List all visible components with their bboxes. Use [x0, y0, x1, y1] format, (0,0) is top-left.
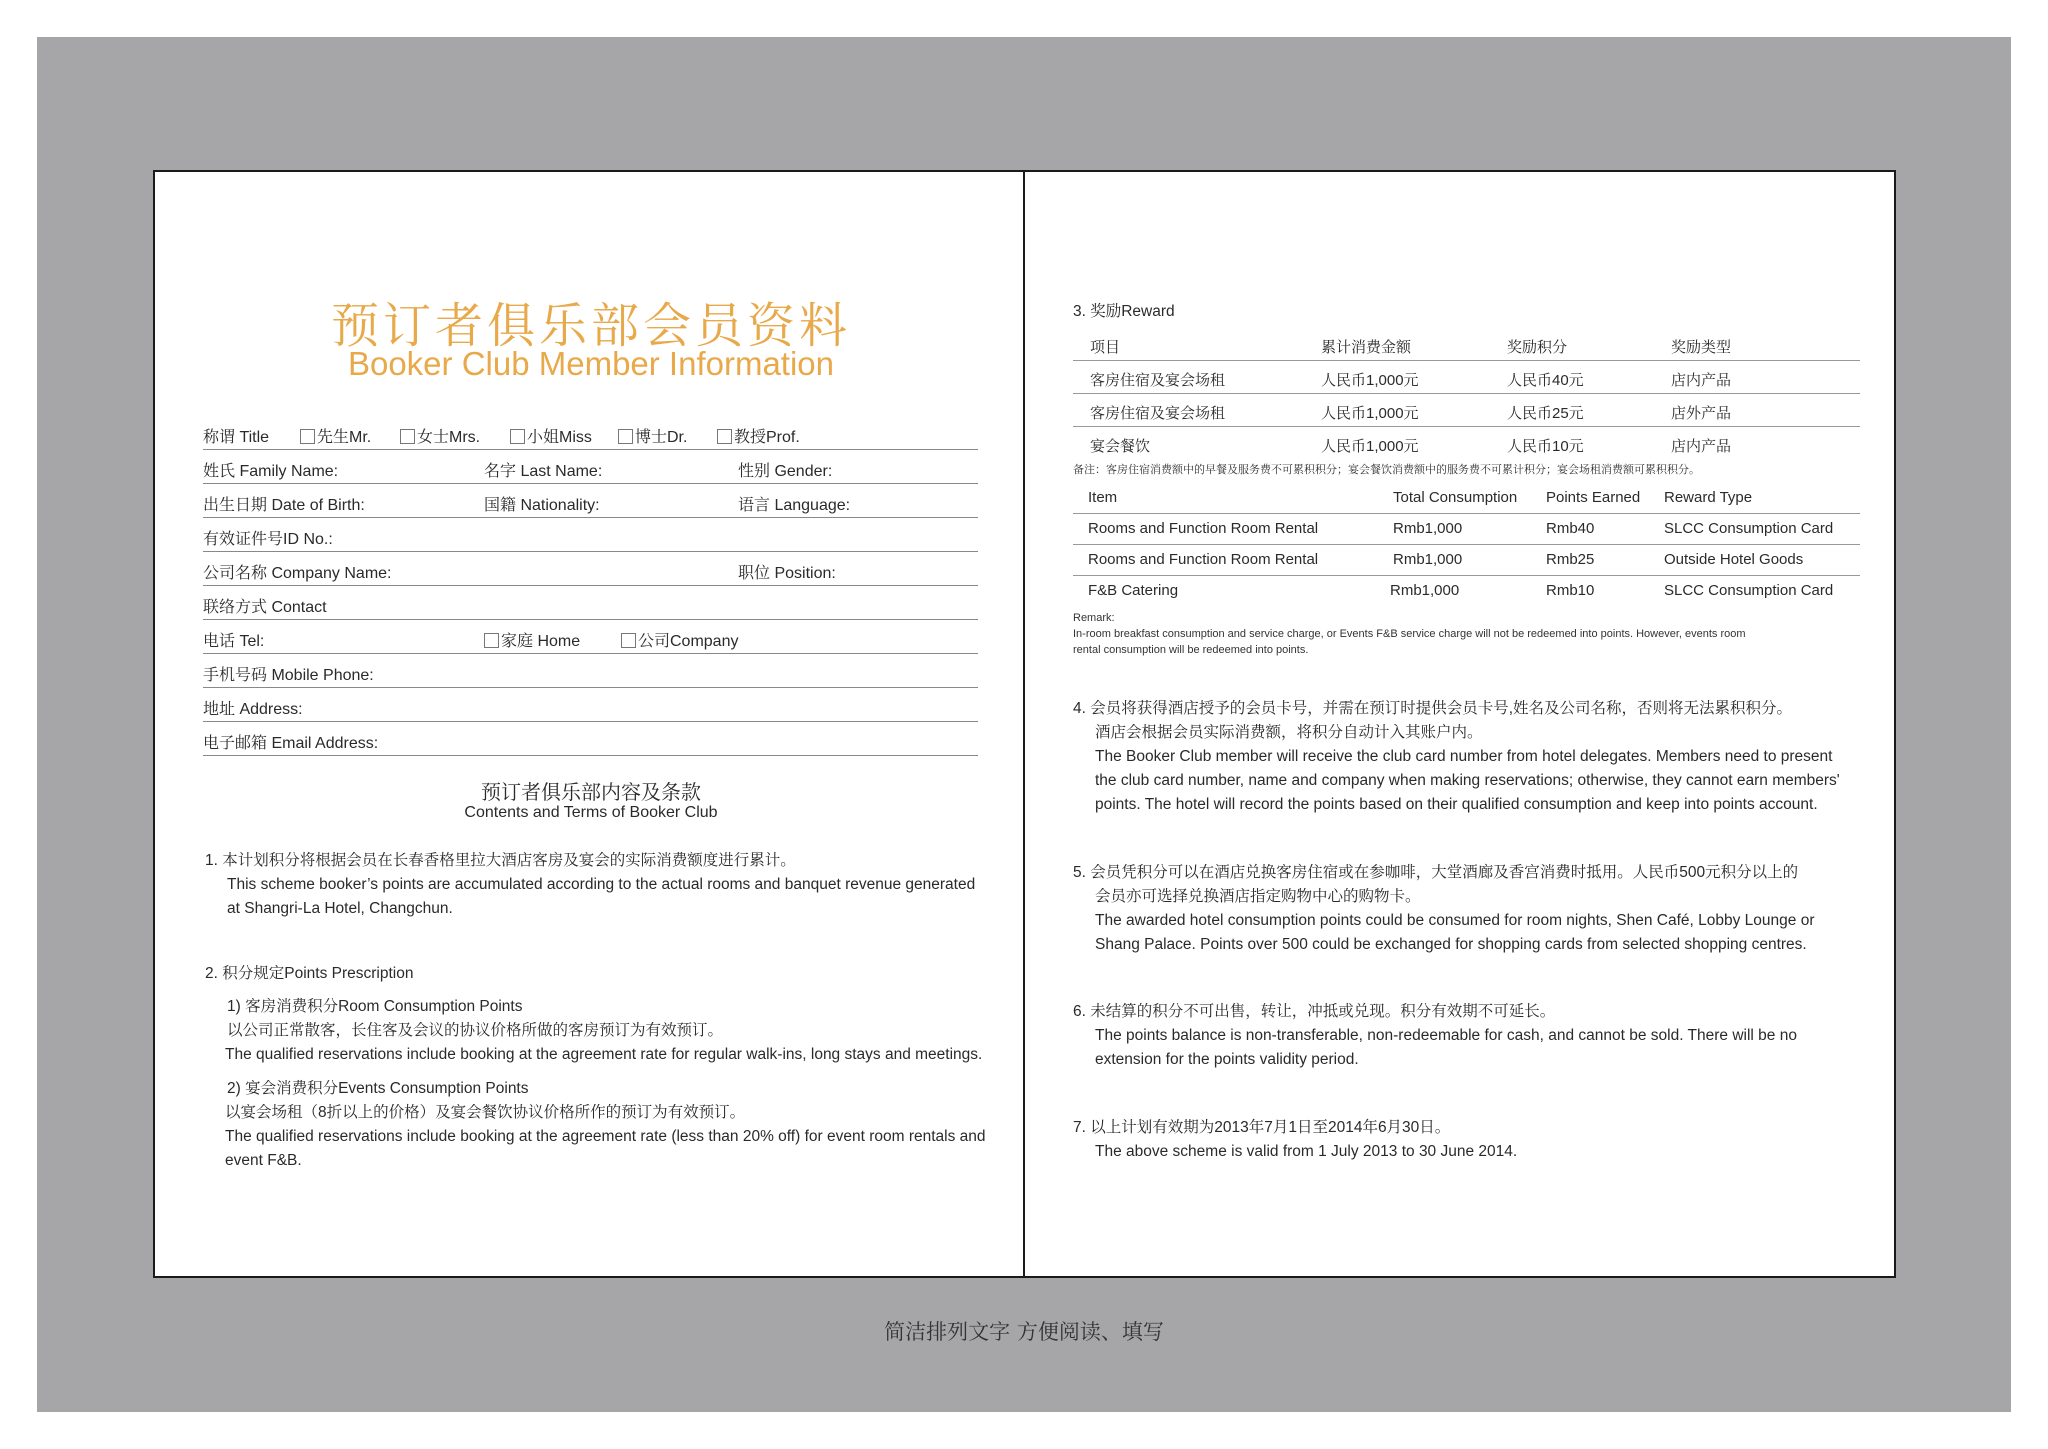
table-row: [1073, 575, 1860, 606]
form-row-birth[interactable]: [203, 485, 978, 518]
term-1-cn: 1. 本计划积分将根据会员在长春香格里拉大酒店客房及宴会的实际消费额度进行累计。: [205, 852, 796, 869]
field-email: 电子邮箱 Email Address:: [203, 735, 379, 752]
title-chinese: 预订者俱乐部会员资料: [330, 298, 851, 354]
cell: F&B Catering: [1088, 582, 1179, 599]
option-label: 家庭 Home: [501, 633, 581, 650]
cell: 店内产品: [1671, 372, 1732, 389]
option-mr[interactable]: [300, 424, 371, 447]
cell: SLCC Consumption Card: [1664, 582, 1834, 599]
cn-header-item: 项目: [1090, 339, 1121, 356]
cn-header-type: 奖励类型: [1671, 339, 1732, 356]
field-family-name: 姓氏 Family Name:: [203, 463, 339, 480]
cn-table-header: [1073, 327, 1860, 360]
cell: 人民币25元: [1507, 405, 1584, 422]
checkbox-prof[interactable]: [717, 429, 732, 444]
term-2-2-en-line2: event F&B.: [225, 1152, 302, 1169]
en-header-type: Reward Type: [1664, 489, 1753, 506]
option-label: 先生Mr.: [317, 429, 372, 446]
term-2-2-cn: 以宴会场租（8折以上的价格）及宴会餐饮协议价格所作的预订为有效预订。: [225, 1104, 746, 1121]
term-6-en-line2: extension for the points validity period.: [1095, 1051, 1359, 1068]
term-4-en-line3: points. The hotel will record the points based on their qualified consumption and keep into points account.: [1095, 796, 1818, 813]
cell: 店内产品: [1671, 438, 1732, 455]
field-last-name: 名字 Last Name:: [484, 463, 603, 480]
cell: 人民币10元: [1507, 438, 1584, 455]
term-7-en: The above scheme is valid from 1 July 2013 to 30 June 2014.: [1095, 1143, 1518, 1160]
cell: 店外产品: [1671, 405, 1732, 422]
cell: Rmb40: [1546, 520, 1595, 537]
field-position: 职位 Position:: [738, 565, 836, 582]
table-row: [1073, 360, 1860, 393]
cell: Rmb1,000: [1393, 520, 1463, 537]
en-header-item: Item: [1088, 489, 1118, 506]
option-prof[interactable]: [717, 424, 800, 447]
cell: Rooms and Function Room Rental: [1088, 520, 1319, 537]
field-company: 公司名称 Company Name:: [203, 565, 392, 582]
cn-header-total: 累计消费金额: [1321, 339, 1412, 356]
cell: Rmb1,000: [1390, 582, 1460, 599]
cell: 人民币1,000元: [1321, 372, 1419, 389]
left-page: [153, 170, 1025, 1278]
table-row: [1073, 393, 1860, 426]
checkbox-mr[interactable]: [300, 429, 315, 444]
field-gender: 性别 Gender:: [738, 463, 833, 480]
cell: Rmb25: [1546, 551, 1595, 568]
option-dr[interactable]: [618, 424, 687, 447]
term-4-en-line1: The Booker Club member will receive the club card number from hotel delegates. Members need to present: [1095, 748, 1833, 765]
checkbox-miss[interactable]: [510, 429, 525, 444]
term-2-2-heading: 2) 宴会消费积分Events Consumption Points: [227, 1080, 529, 1097]
cell: 宴会餐饮: [1090, 438, 1151, 455]
title-english: Booker Club Member Information: [347, 345, 835, 382]
cell: SLCC Consumption Card: [1664, 520, 1834, 537]
en-remark-line2: rental consumption will be redeemed into points.: [1073, 644, 1309, 656]
term-4-cn-line1: 4. 会员将获得酒店授予的会员卡号，并需在预订时提供会员卡号,姓名及公司名称，否则将无法累积积分。: [1073, 700, 1793, 717]
option-label: 博士Dr.: [635, 429, 688, 446]
form-row-mobile[interactable]: [203, 655, 978, 688]
term-6-en-line1: The points balance is non-transferable, non-redeemable for cash, and cannot be sold. There will be no: [1095, 1027, 1797, 1044]
term-5-en-line1: The awarded hotel consumption points could be consumed for room nights, Shen Café, Lobby Lounge or: [1095, 912, 1815, 929]
cell: 客房住宿及宴会场租: [1090, 405, 1226, 422]
term-2-1-cn: 以公司正常散客，长住客及会议的协议价格所做的客房预订为有效预订。: [227, 1022, 724, 1039]
term-2-1-heading: 1) 客房消费积分Room Consumption Points: [227, 998, 523, 1015]
term-5-cn-line2: 会员亦可选择兑换酒店指定购物中心的购物卡。: [1095, 888, 1421, 905]
terms-title-chinese: 预订者俱乐部内容及条款: [481, 782, 701, 804]
option-mrs[interactable]: [400, 424, 480, 447]
en-remark-label: Remark:: [1073, 612, 1115, 624]
cell: 客房住宿及宴会场租: [1090, 372, 1226, 389]
terms-title-english: Contents and Terms of Booker Club: [464, 804, 718, 821]
cell: 人民币1,000元: [1321, 405, 1419, 422]
cell: 人民币40元: [1507, 372, 1584, 389]
cn-header-points: 奖励积分: [1507, 339, 1568, 356]
en-table-header: [1073, 480, 1860, 513]
option-label: 小姐Miss: [527, 429, 592, 446]
term-6-cn: 6. 未结算的积分不可出售，转让，冲抵或兑现。积分有效期不可延长。: [1073, 1003, 1556, 1020]
checkbox-home[interactable]: [484, 633, 499, 648]
term-4-en-line2: the club card number, name and company when making reservations; otherwise, they cannot earn members': [1095, 772, 1840, 789]
cell: Rmb10: [1546, 582, 1595, 599]
table-row: [1073, 544, 1860, 575]
table-row: [1073, 426, 1860, 459]
term-4-cn-line2: 酒店会根据会员实际消费额，将积分自动计入其账户内。: [1095, 724, 1483, 741]
reward-heading: 3. 奖励Reward: [1073, 303, 1175, 320]
form-row-id[interactable]: [203, 519, 978, 552]
field-address: 地址 Address:: [203, 701, 303, 718]
cn-table-remark: 备注：客房住宿消费额中的早餐及服务费不可累积积分；宴会餐饮消费额中的服务费不可累计积分；宴会场租消费额可累积积分。: [1073, 464, 1700, 476]
term-5-en-line2: Shang Palace. Points over 500 could be exchanged for shopping cards from selected shopping centres.: [1095, 936, 1807, 953]
term-5-cn-line1: 5. 会员凭积分可以在酒店兑换客房住宿或在参咖啡，大堂酒廊及香宫消费时抵用。人民币500元积分以上的: [1073, 864, 1799, 881]
cell: Rooms and Function Room Rental: [1088, 551, 1319, 568]
field-tel: 电话 Tel:: [203, 633, 265, 650]
field-label-title: 称谓 Title: [203, 429, 270, 446]
field-dob: 出生日期 Date of Birth:: [203, 497, 365, 514]
term-2-2-en-line1: The qualified reservations include booking at the agreement rate (less than 20% off) for event room rentals and: [225, 1128, 986, 1145]
field-nationality: 国籍 Nationality:: [484, 497, 600, 514]
form-row-contact: [203, 587, 978, 620]
cell: Outside Hotel Goods: [1664, 551, 1804, 568]
option-label: 教授Prof.: [734, 429, 800, 446]
term-2-heading: 2. 积分规定Points Prescription: [205, 965, 414, 982]
option-company[interactable]: [621, 628, 738, 651]
option-home[interactable]: [484, 628, 580, 651]
term-2-1-en: The qualified reservations include booking at the agreement rate for regular walk-ins, long stays and meetings.: [225, 1046, 983, 1063]
en-header-total: Total Consumption: [1393, 489, 1518, 506]
form-row-tel[interactable]: [203, 621, 978, 654]
field-contact: 联络方式 Contact: [203, 599, 327, 616]
checkbox-mrs[interactable]: [400, 429, 415, 444]
form-row-address[interactable]: [203, 689, 978, 722]
option-miss[interactable]: [510, 424, 592, 447]
field-language: 语言 Language:: [738, 497, 851, 514]
form-row-email[interactable]: [203, 723, 978, 756]
option-label: 公司Company: [638, 633, 739, 650]
term-1-en-line1: This scheme booker’s points are accumulated according to the actual rooms and banquet revenue generated: [227, 876, 976, 893]
field-id-no: 有效证件号ID No.:: [203, 531, 333, 548]
footer-caption: 简洁排列文字 方便阅读、填写: [884, 1320, 1164, 1344]
term-7-cn: 7. 以上计划有效期为2013年7月1日至2014年6月30日。: [1073, 1119, 1451, 1136]
checkbox-company[interactable]: [621, 633, 636, 648]
form-row-company[interactable]: [203, 553, 978, 586]
en-remark-line1: In-room breakfast consumption and service charge, or Events F&B service charge will not be redeemed into points. However, events room: [1073, 628, 1746, 640]
form-row-title: [203, 417, 978, 450]
form-row-name[interactable]: [203, 451, 978, 484]
field-mobile: 手机号码 Mobile Phone:: [203, 667, 374, 684]
cell: Rmb1,000: [1393, 551, 1463, 568]
term-1-en-line2: at Shangri-La Hotel, Changchun.: [227, 900, 453, 917]
checkbox-dr[interactable]: [618, 429, 633, 444]
en-header-points: Points Earned: [1546, 489, 1641, 506]
right-page: [1023, 170, 1896, 1278]
cell: 人民币1,000元: [1321, 438, 1419, 455]
table-row: [1073, 513, 1860, 544]
option-label: 女士Mrs.: [417, 429, 481, 446]
